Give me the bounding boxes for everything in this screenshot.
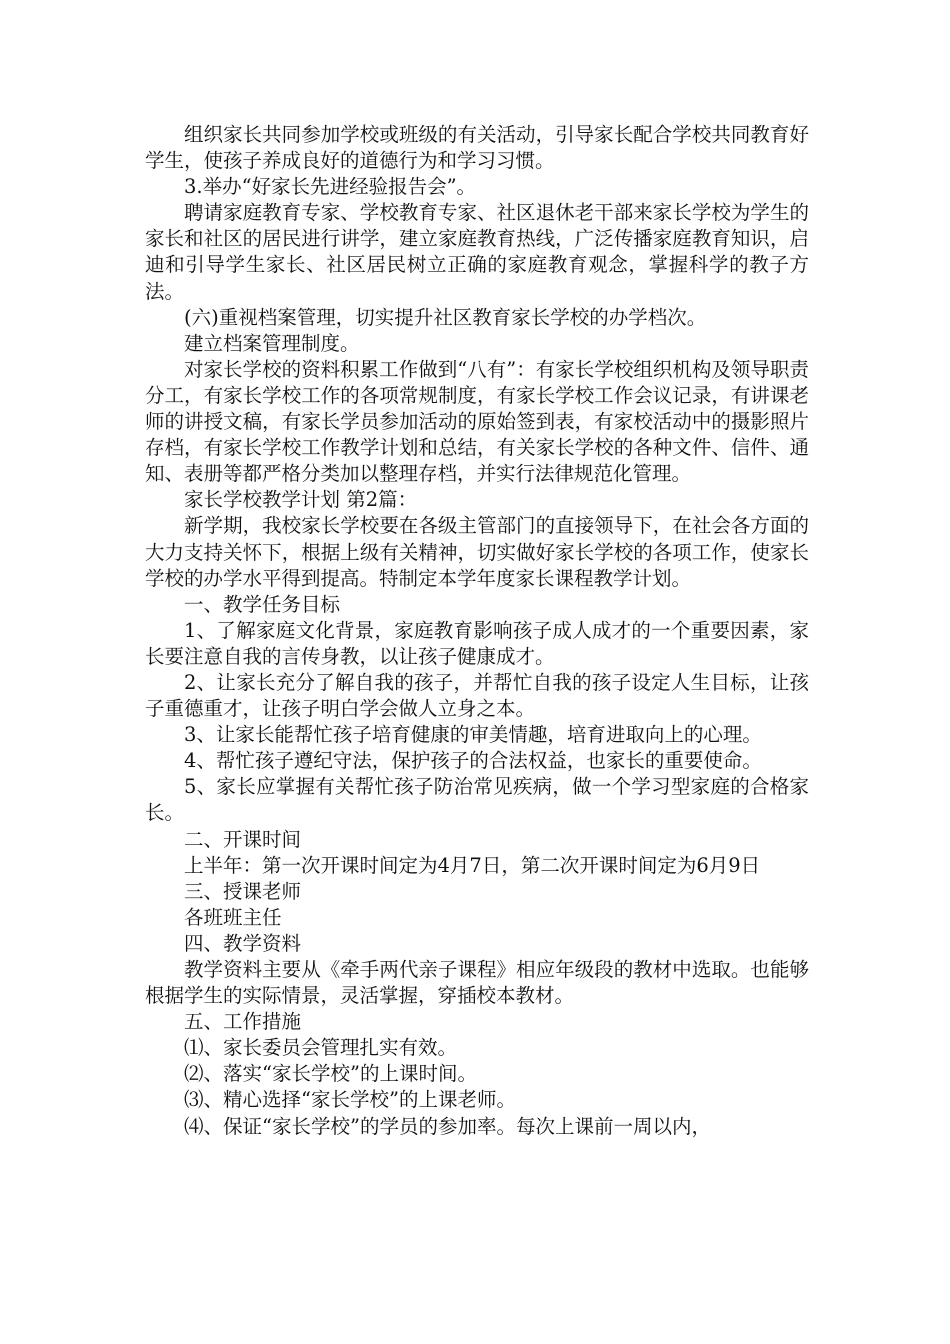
measure-item-2: ⑵、落实“家长学校”的上课时间。 xyxy=(184,1062,477,1086)
paragraph-6: 对家长学校的资料积累工作做到“八有”：有家长学校组织机构及领导职责分工，有家长学校工作的各项常规制度，有家长学校工作会议记录，有讲课老师的讲授文稿，有家长学员参加活动的原始签到表，有家校活动中的摄影照片存档，有家长学校工作教学计划和总结，有关家长学校的各种文件、信件、通知、表册等都严格分类加以整理存档，并实行法律规范化管理。 xyxy=(145,357,809,486)
paragraph-8: 新学期，我校家长学校要在各级主管部门的直接领导下，在社会各方面的大力支持关怀下，根据上级有关精神，切实做好家长学校的各项工作，使家长学校的办学水平得到提高。特制定本学年度家长课程教学计划。 xyxy=(145,514,809,590)
section-heading-goals: 一、教学任务目标 xyxy=(184,592,341,616)
goal-item-4: 4、帮忙孩子遵纪守法，保护孩子的合法权益，也家长的重要使命。 xyxy=(184,749,762,773)
goal-item-3: 3、让家长能帮忙孩子培育健康的审美情趣，培育进取向上的心理。 xyxy=(184,723,762,747)
measure-item-1: ⑴、家长委员会管理扎实有效。 xyxy=(184,1036,458,1060)
paragraph-5: 建立档案管理制度。 xyxy=(184,331,360,355)
teachers-text: 各班班主任 xyxy=(184,905,282,929)
materials-text: 教学资料主要从《牵手两代亲子课程》相应年级段的教材中选取。也能够根据学生的实际情景，灵活掌握，穿插校本教材。 xyxy=(145,958,809,1008)
section-heading-measures: 五、工作措施 xyxy=(184,1010,302,1034)
measure-item-3: ⑶、精心选择“家长学校”的上课老师。 xyxy=(184,1088,516,1112)
goal-item-1: 1、了解家庭文化背景，家庭教育影响孩子成人成才的一个重要因素，家长要注意自我的言传身教，以让孩子健康成才。 xyxy=(145,618,809,668)
paragraph-1: 组织家长共同参加学校或班级的有关活动，引导家长配合学校共同教育好学生，使孩子养成良好的道德行为和学习习惯。 xyxy=(145,123,809,173)
measure-item-4: ⑷、保证“家长学校”的学员的参加率。每次上课前一周以内， xyxy=(184,1114,711,1138)
section-heading-materials: 四、教学资料 xyxy=(184,931,302,955)
goal-item-5: 5、家长应掌握有关帮忙孩子防治常见疾病，做一个学习型家庭的合格家长。 xyxy=(145,775,809,825)
article-title: 家长学校教学计划 第2篇： xyxy=(184,488,418,512)
section-heading-teachers: 三、授课老师 xyxy=(184,879,302,903)
paragraph-2: 3.举办“好家长先进经验报告会”。 xyxy=(184,175,477,199)
section-heading-schedule: 二、开课时间 xyxy=(184,827,302,851)
section-heading-archives: (六)重视档案管理，切实提升社区教育家长学校的办学档次。 xyxy=(184,305,707,329)
document-body xyxy=(145,122,809,1140)
paragraph-3: 聘请家庭教育专家、学校教育专家、社区退休老干部来家长学校为学生的家长和社区的居民进行讲学，建立家庭教育热线，广泛传播家庭教育知识，启迪和引导学生家长、社区居民树立正确的家庭教育观念，掌握科学的教子方法。 xyxy=(145,201,809,303)
schedule-text: 上半年：第一次开课时间定为4月7日，第二次开课时间定为6月9日 xyxy=(184,853,761,877)
goal-item-2: 2、让家长充分了解自我的孩子，并帮忙自我的孩子设定人生目标，让孩子重德重才，让孩子明白学会做人立身之本。 xyxy=(145,670,809,721)
